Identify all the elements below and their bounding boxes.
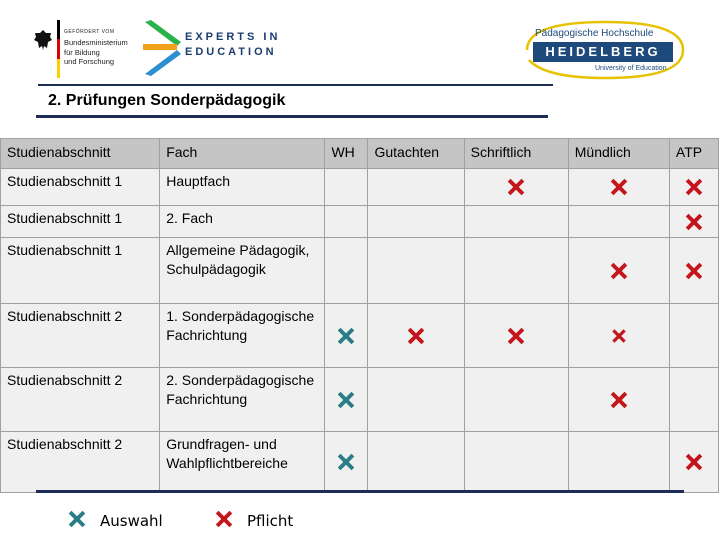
cell-fach: Allgemeine Pädagogik, Schulpädagogik [160, 238, 325, 304]
exam-table [0, 138, 719, 493]
table-row [1, 304, 719, 368]
cell-abschnitt: Studienabschnitt 2 [1, 432, 160, 493]
ph-line2: HEIDELBERG [533, 42, 673, 62]
cell-muendlich [568, 238, 669, 304]
federal-eagle-icon [33, 28, 53, 52]
cell-abschnitt: Studienabschnitt 2 [1, 304, 160, 368]
table-row [1, 169, 719, 206]
pflicht-cross-icon [610, 327, 628, 345]
table-row [1, 238, 719, 304]
cell-wh [325, 206, 368, 238]
cell-atp [669, 304, 718, 368]
cell-muendlich [568, 368, 669, 432]
ministry-sup: GEFÖRDERT VOM [64, 28, 115, 35]
divider-bottom [36, 490, 684, 493]
pflicht-cross-icon [405, 325, 427, 347]
cell-fach: Hauptfach [160, 169, 325, 206]
cell-gutachten [368, 169, 464, 206]
page-title: 2. Prüfungen Sonderpädagogik [48, 92, 286, 109]
cell-atp [669, 238, 718, 304]
cell-gutachten [368, 432, 464, 493]
cell-fach: 1. Sonderpädagogische Fachrichtung [160, 304, 325, 368]
cell-gutachten [368, 304, 464, 368]
cell-abschnitt: Studienabschnitt 2 [1, 368, 160, 432]
legend-pflicht-label: Pflicht [247, 512, 294, 530]
cell-fach: Grundfragen- und Wahlpflichtbereiche [160, 432, 325, 493]
cell-wh [325, 238, 368, 304]
pflicht-cross-icon [608, 260, 630, 282]
table-row [1, 368, 719, 432]
col-header-atp: ATP [669, 139, 718, 169]
bmbf-logo [33, 18, 143, 68]
cell-fach: 2. Fach [160, 206, 325, 238]
col-header-wh: WH [325, 139, 368, 169]
ph-line1: Pädagogische Hochschule [535, 28, 654, 39]
ministry-text: Bundesministerium für Bildung und Forschung [64, 38, 128, 66]
cell-atp [669, 368, 718, 432]
table-row [1, 432, 719, 493]
cell-schriftlich [464, 432, 568, 493]
cell-gutachten [368, 238, 464, 304]
pflicht-cross-icon [683, 211, 705, 233]
table-header-row [1, 139, 719, 169]
cell-wh [325, 169, 368, 206]
col-header-fach: Fach [160, 139, 325, 169]
auswahl-cross-icon [335, 325, 357, 347]
divider-top [38, 84, 553, 86]
legend-pflicht [213, 508, 293, 534]
cell-atp [669, 169, 718, 206]
cell-schriftlich [464, 238, 568, 304]
divider-title [36, 115, 548, 118]
flag-bar [57, 20, 60, 78]
auswahl-cross-icon [66, 508, 88, 534]
col-header-gutachten: Gutachten [368, 139, 464, 169]
program-line2: EDUCATION [185, 46, 277, 58]
cell-muendlich [568, 304, 669, 368]
pflicht-cross-icon [683, 451, 705, 473]
ministry-name [64, 18, 154, 67]
col-header-schriftlich: Schriftlich [464, 139, 568, 169]
experts-arrows-icon [143, 20, 183, 76]
cell-abschnitt: Studienabschnitt 1 [1, 206, 160, 238]
cell-fach: 2. Sonderpädagogische Fachrichtung [160, 368, 325, 432]
pflicht-cross-icon [505, 176, 527, 198]
cell-muendlich [568, 169, 669, 206]
cell-wh [325, 304, 368, 368]
cell-abschnitt: Studienabschnitt 1 [1, 238, 160, 304]
cell-abschnitt: Studienabschnitt 1 [1, 169, 160, 206]
program-line1: EXPERTS IN [185, 31, 281, 43]
cell-gutachten [368, 368, 464, 432]
cell-schriftlich [464, 206, 568, 238]
cell-wh [325, 432, 368, 493]
pflicht-cross-icon [213, 508, 235, 534]
cell-schriftlich [464, 368, 568, 432]
cell-schriftlich [464, 169, 568, 206]
pflicht-cross-icon [608, 389, 630, 411]
col-header-studienabschnitt: Studienabschnitt [1, 139, 160, 169]
ph-heidelberg-logo [525, 20, 685, 80]
auswahl-cross-icon [335, 389, 357, 411]
cell-muendlich [568, 432, 669, 493]
cell-wh [325, 368, 368, 432]
experts-in-education-logo [185, 30, 280, 60]
cell-muendlich [568, 206, 669, 238]
col-header-muendlich: Mündlich [568, 139, 669, 169]
cell-atp [669, 432, 718, 493]
ph-line3: University of Education [595, 65, 667, 72]
pflicht-cross-icon [608, 176, 630, 198]
pflicht-cross-icon [505, 325, 527, 347]
legend-auswahl [66, 508, 163, 534]
cell-atp [669, 206, 718, 238]
cell-schriftlich [464, 304, 568, 368]
cell-gutachten [368, 206, 464, 238]
table-row [1, 206, 719, 238]
auswahl-cross-icon [335, 451, 357, 473]
legend-auswahl-label: Auswahl [100, 512, 163, 530]
pflicht-cross-icon [683, 176, 705, 198]
pflicht-cross-icon [683, 260, 705, 282]
